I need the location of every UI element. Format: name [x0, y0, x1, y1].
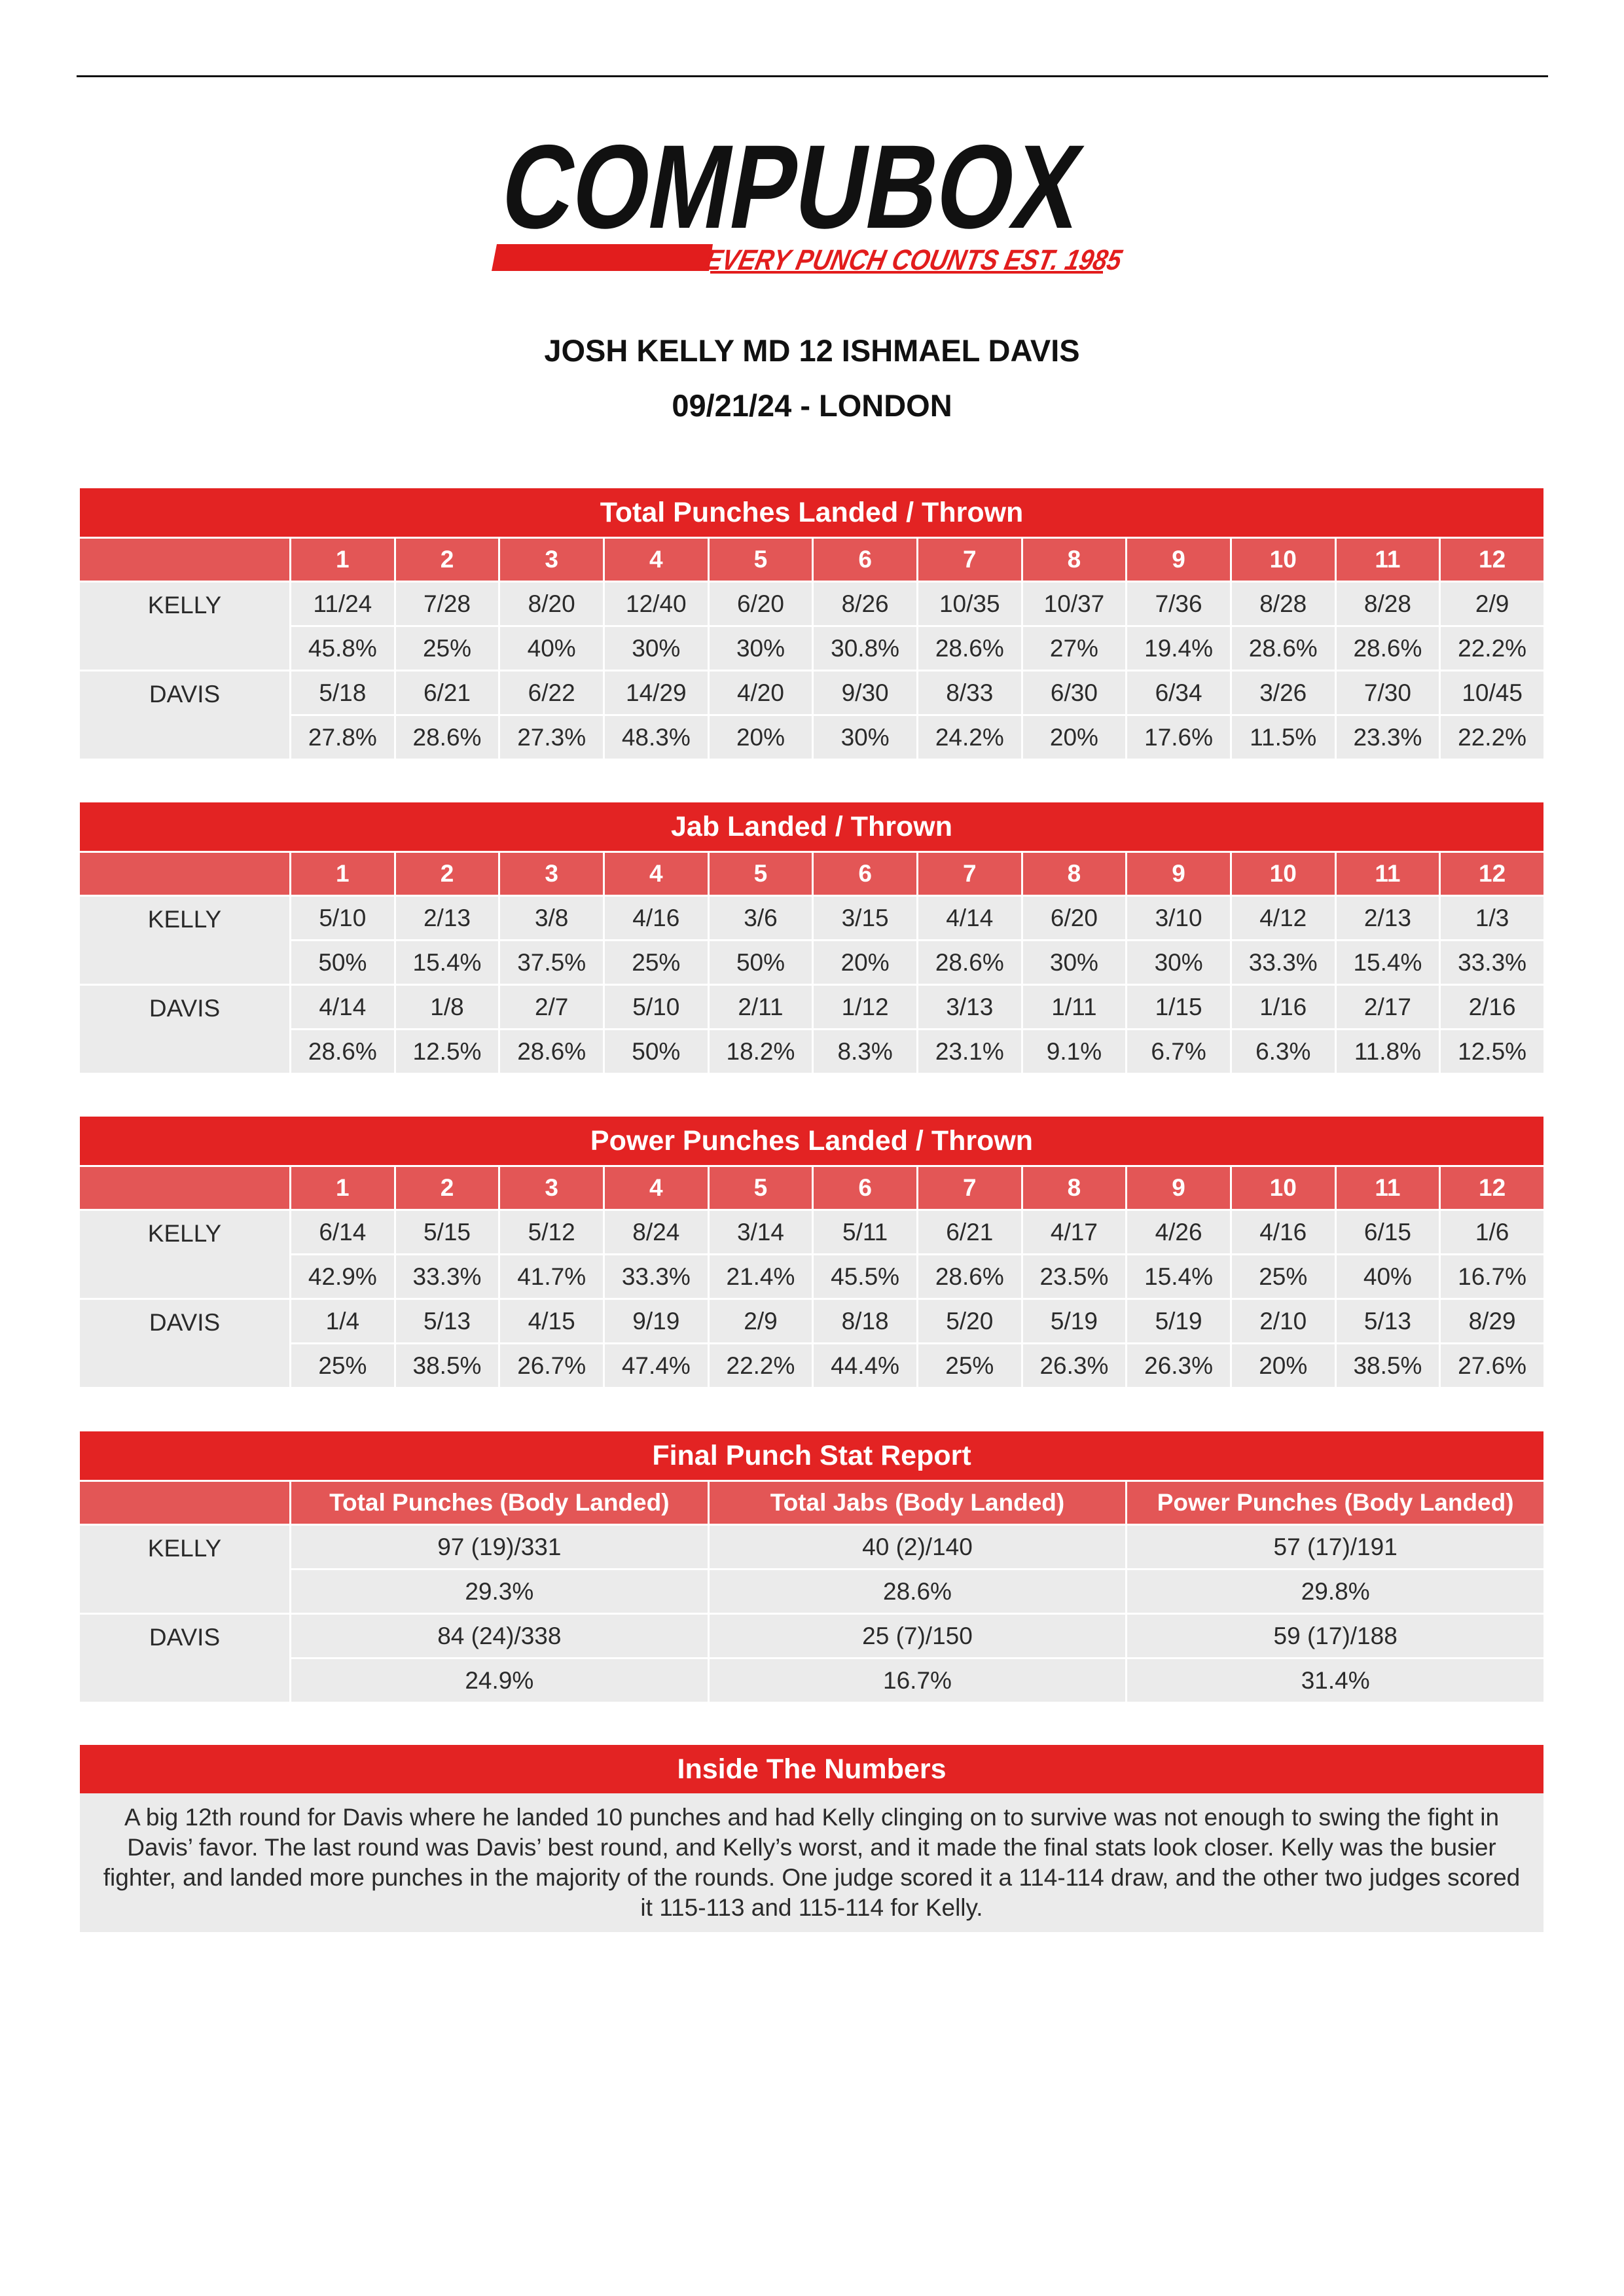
- inside-title: Inside The Numbers: [80, 1745, 1543, 1793]
- landed-thrown-cell: 10/45: [1439, 670, 1543, 714]
- percentage-cell: 50%: [708, 939, 812, 984]
- percentage-cell: 20%: [1021, 714, 1126, 759]
- fighter-name: DAVIS: [80, 1298, 289, 1387]
- round-number: 11: [1335, 1165, 1439, 1209]
- landed-thrown-cell: 2/9: [1439, 581, 1543, 625]
- round-number: 1: [289, 537, 394, 581]
- round-number: 9: [1125, 851, 1230, 895]
- landed-thrown-cell: 11/24: [289, 581, 394, 625]
- landed-thrown-cell: 7/30: [1335, 670, 1439, 714]
- landed-thrown-cell: 8/18: [812, 1298, 916, 1342]
- landed-thrown-cell: 6/22: [498, 670, 603, 714]
- percentage-cell: 30%: [708, 625, 812, 670]
- fight-date-location: 09/21/24 - LONDON: [672, 388, 952, 423]
- percentage-cell: 17.6%: [1125, 714, 1230, 759]
- percentage-cell: 47.4%: [603, 1342, 708, 1387]
- percentage-cell: 42.9%: [289, 1253, 394, 1298]
- inside-text: [80, 1793, 1543, 1932]
- landed-thrown-cell: 8/20: [498, 581, 603, 625]
- percentage-cell: 20%: [1230, 1342, 1335, 1387]
- landed-thrown-cell: 8/33: [916, 670, 1021, 714]
- landed-thrown-cell: 2/10: [1230, 1298, 1335, 1342]
- round-number: 2: [394, 537, 499, 581]
- section-title: Final Punch Stat Report: [80, 1431, 1543, 1480]
- logo-red-bar: [492, 244, 713, 271]
- jab-section: [80, 802, 1543, 1073]
- percentage-cell: 33.3%: [1439, 939, 1543, 984]
- landed-thrown-cell: 3/15: [812, 895, 916, 939]
- round-number: 7: [916, 537, 1021, 581]
- landed-thrown-cell: 8/28: [1335, 581, 1439, 625]
- landed-thrown-cell: 8/29: [1439, 1298, 1543, 1342]
- landed-thrown-cell: 1/15: [1125, 984, 1230, 1028]
- percentage-cell: 30%: [1125, 939, 1230, 984]
- logo-tagline-underline: [710, 271, 1103, 274]
- landed-thrown-cell: 5/18: [289, 670, 394, 714]
- fighter-pct-row: [80, 1342, 1543, 1387]
- landed-thrown-cell: 10/37: [1021, 581, 1126, 625]
- fighter-name: KELLY: [80, 1209, 289, 1298]
- landed-thrown-cell: 8/28: [1230, 581, 1335, 625]
- landed-thrown-cell: 8/24: [603, 1209, 708, 1253]
- percentage-cell: 28.6%: [289, 1028, 394, 1073]
- landed-thrown-cell: 7/28: [394, 581, 499, 625]
- stat-table: [80, 537, 1543, 759]
- round-number: 3: [498, 537, 603, 581]
- percentage-cell: 16.7%: [1439, 1253, 1543, 1298]
- percentage-cell: 25%: [394, 625, 499, 670]
- landed-thrown-cell: 6/30: [1021, 670, 1126, 714]
- landed-thrown-cell: 1/16: [1230, 984, 1335, 1028]
- fighter-pct-row: [80, 1253, 1543, 1298]
- landed-thrown-cell: 4/17: [1021, 1209, 1126, 1253]
- percentage-cell: 27%: [1021, 625, 1126, 670]
- round-number: 10: [1230, 851, 1335, 895]
- round-number: 12: [1439, 537, 1543, 581]
- percentage-cell: 30%: [1021, 939, 1126, 984]
- fighter-pct-row: [80, 1028, 1543, 1073]
- landed-thrown-cell: 4/16: [603, 895, 708, 939]
- landed-thrown-cell: 3/26: [1230, 670, 1335, 714]
- landed-thrown-cell: 5/13: [1335, 1298, 1439, 1342]
- fighter-pct-row: [80, 625, 1543, 670]
- round-number: 9: [1125, 537, 1230, 581]
- percentage-cell: 26.7%: [498, 1342, 603, 1387]
- final-column-header: Total Jabs (Body Landed): [708, 1480, 1126, 1524]
- percentage-cell: 6.7%: [1125, 1028, 1230, 1073]
- percentage-cell: 33.3%: [1230, 939, 1335, 984]
- fight-title: JOSH KELLY MD 12 ISHMAEL DAVIS: [544, 333, 1080, 368]
- round-number: 8: [1021, 1165, 1126, 1209]
- landed-thrown-cell: 1/8: [394, 984, 499, 1028]
- percentage-cell: 20%: [812, 939, 916, 984]
- inside-line: fighter, and landed more punches in the majority of the rounds. One judge scored it a 114-114 draw, and the other two judges scored: [103, 1864, 1521, 1891]
- percentage-cell: 22.2%: [1439, 625, 1543, 670]
- percentage-cell: 6.3%: [1230, 1028, 1335, 1073]
- round-number: 5: [708, 851, 812, 895]
- final-pct-cell: 29.3%: [289, 1568, 708, 1613]
- percentage-cell: 45.8%: [289, 625, 394, 670]
- percentage-cell: 33.3%: [394, 1253, 499, 1298]
- percentage-cell: 50%: [289, 939, 394, 984]
- landed-thrown-cell: 5/12: [498, 1209, 603, 1253]
- landed-thrown-cell: 3/8: [498, 895, 603, 939]
- landed-thrown-cell: 9/30: [812, 670, 916, 714]
- landed-thrown-cell: 14/29: [603, 670, 708, 714]
- landed-thrown-cell: 9/19: [603, 1298, 708, 1342]
- landed-thrown-cell: 6/20: [708, 581, 812, 625]
- percentage-cell: 25%: [289, 1342, 394, 1387]
- landed-thrown-cell: 5/10: [289, 895, 394, 939]
- power-punches-section: [80, 1117, 1543, 1387]
- round-number: 11: [1335, 537, 1439, 581]
- round-number: 10: [1230, 1165, 1335, 1209]
- inside-line: A big 12th round for Davis where he landed 10 punches and had Kelly clinging on to survive was not enough to swing the fight in: [124, 1804, 1500, 1831]
- fighter-landed-row: [80, 670, 1543, 714]
- landed-thrown-cell: 8/26: [812, 581, 916, 625]
- landed-thrown-cell: 2/7: [498, 984, 603, 1028]
- percentage-cell: 30%: [603, 625, 708, 670]
- percentage-cell: 9.1%: [1021, 1028, 1126, 1073]
- percentage-cell: 38.5%: [1335, 1342, 1439, 1387]
- percentage-cell: 23.1%: [916, 1028, 1021, 1073]
- stat-table: [80, 1165, 1543, 1387]
- percentage-cell: 28.6%: [916, 625, 1021, 670]
- round-number: 6: [812, 1165, 916, 1209]
- fighter-landed-row: [80, 1209, 1543, 1253]
- percentage-cell: 8.3%: [812, 1028, 916, 1073]
- landed-thrown-cell: 5/20: [916, 1298, 1021, 1342]
- round-number: 8: [1021, 851, 1126, 895]
- final-header-row: [80, 1480, 1543, 1524]
- round-header-row: [80, 851, 1543, 895]
- round-number: 5: [708, 537, 812, 581]
- percentage-cell: 23.5%: [1021, 1253, 1126, 1298]
- landed-thrown-cell: 2/13: [1335, 895, 1439, 939]
- final-pct-cell: 31.4%: [1125, 1657, 1543, 1702]
- percentage-cell: 45.5%: [812, 1253, 916, 1298]
- round-number: 11: [1335, 851, 1439, 895]
- percentage-cell: 22.2%: [1439, 714, 1543, 759]
- final-column-header: Total Punches (Body Landed): [289, 1480, 708, 1524]
- final-pct-cell: 24.9%: [289, 1657, 708, 1702]
- percentage-cell: 25%: [1230, 1253, 1335, 1298]
- fighter-landed-row: [80, 895, 1543, 939]
- percentage-cell: 26.3%: [1021, 1342, 1126, 1387]
- final-pct-cell: 16.7%: [708, 1657, 1126, 1702]
- landed-thrown-cell: 2/9: [708, 1298, 812, 1342]
- landed-thrown-cell: 1/3: [1439, 895, 1543, 939]
- final-pct-cell: 28.6%: [708, 1568, 1126, 1613]
- landed-thrown-cell: 4/12: [1230, 895, 1335, 939]
- landed-thrown-cell: 10/35: [916, 581, 1021, 625]
- landed-thrown-cell: 5/19: [1125, 1298, 1230, 1342]
- round-number: 2: [394, 851, 499, 895]
- final-value-cell: 57 (17)/191: [1125, 1524, 1543, 1568]
- percentage-cell: 28.6%: [916, 1253, 1021, 1298]
- round-number: 12: [1439, 851, 1543, 895]
- fighter-name: DAVIS: [80, 1613, 289, 1702]
- final-pct-row: [80, 1657, 1543, 1702]
- fighter-name: KELLY: [80, 895, 289, 984]
- header-blank-cell: [80, 1165, 289, 1209]
- final-values-row: [80, 1524, 1543, 1568]
- fighter-name: DAVIS: [80, 984, 289, 1073]
- round-number: 6: [812, 537, 916, 581]
- percentage-cell: 50%: [603, 1028, 708, 1073]
- fighter-pct-row: [80, 939, 1543, 984]
- round-number: 4: [603, 1165, 708, 1209]
- landed-thrown-cell: 2/11: [708, 984, 812, 1028]
- inside-the-numbers-section: [80, 1745, 1543, 1932]
- landed-thrown-cell: 6/14: [289, 1209, 394, 1253]
- fighter-name: KELLY: [80, 1524, 289, 1613]
- landed-thrown-cell: 6/21: [916, 1209, 1021, 1253]
- section-title: Total Punches Landed / Thrown: [80, 488, 1543, 537]
- landed-thrown-cell: 4/16: [1230, 1209, 1335, 1253]
- logo-tagline: EVERY PUNCH COUNTS EST. 1985: [702, 244, 1188, 276]
- inside-line: Davis’ favor. The last round was Davis’ best round, and Kelly’s worst, and it made the final stats look closer. Kelly was the busier: [127, 1834, 1496, 1861]
- logo-brand: COMPUBOX: [492, 120, 1218, 253]
- percentage-cell: 23.3%: [1335, 714, 1439, 759]
- percentage-cell: 30%: [812, 714, 916, 759]
- percentage-cell: 11.8%: [1335, 1028, 1439, 1073]
- percentage-cell: 28.6%: [498, 1028, 603, 1073]
- landed-thrown-cell: 1/12: [812, 984, 916, 1028]
- round-number: 7: [916, 1165, 1021, 1209]
- round-header-row: [80, 537, 1543, 581]
- percentage-cell: 38.5%: [394, 1342, 499, 1387]
- percentage-cell: 15.4%: [1125, 1253, 1230, 1298]
- percentage-cell: 28.6%: [916, 939, 1021, 984]
- final-column-header: Power Punches (Body Landed): [1125, 1480, 1543, 1524]
- percentage-cell: 21.4%: [708, 1253, 812, 1298]
- total-punches-section: [80, 488, 1543, 759]
- round-number: 1: [289, 1165, 394, 1209]
- final-pct-cell: 29.8%: [1125, 1568, 1543, 1613]
- percentage-cell: 11.5%: [1230, 714, 1335, 759]
- landed-thrown-cell: 1/6: [1439, 1209, 1543, 1253]
- landed-thrown-cell: 4/26: [1125, 1209, 1230, 1253]
- landed-thrown-cell: 5/13: [394, 1298, 499, 1342]
- header-blank-cell: [80, 851, 289, 895]
- compubox-logo: [488, 120, 1218, 276]
- round-number: 5: [708, 1165, 812, 1209]
- section-title: Jab Landed / Thrown: [80, 802, 1543, 851]
- stat-table: [80, 851, 1543, 1073]
- fighter-name: KELLY: [80, 581, 289, 670]
- landed-thrown-cell: 7/36: [1125, 581, 1230, 625]
- percentage-cell: 40%: [1335, 1253, 1439, 1298]
- percentage-cell: 28.6%: [394, 714, 499, 759]
- section-title: Power Punches Landed / Thrown: [80, 1117, 1543, 1165]
- percentage-cell: 28.6%: [1230, 625, 1335, 670]
- round-number: 8: [1021, 537, 1126, 581]
- percentage-cell: 30.8%: [812, 625, 916, 670]
- round-number: 4: [603, 851, 708, 895]
- percentage-cell: 20%: [708, 714, 812, 759]
- percentage-cell: 24.2%: [916, 714, 1021, 759]
- landed-thrown-cell: 1/11: [1021, 984, 1126, 1028]
- landed-thrown-cell: 4/15: [498, 1298, 603, 1342]
- percentage-cell: 44.4%: [812, 1342, 916, 1387]
- round-header-row: [80, 1165, 1543, 1209]
- percentage-cell: 40%: [498, 625, 603, 670]
- round-number: 2: [394, 1165, 499, 1209]
- percentage-cell: 27.3%: [498, 714, 603, 759]
- percentage-cell: 15.4%: [1335, 939, 1439, 984]
- landed-thrown-cell: 6/34: [1125, 670, 1230, 714]
- percentage-cell: 12.5%: [1439, 1028, 1543, 1073]
- final-pct-row: [80, 1568, 1543, 1613]
- fighter-landed-row: [80, 1298, 1543, 1342]
- fighter-name: DAVIS: [80, 670, 289, 759]
- top-rule: [77, 75, 1548, 77]
- landed-thrown-cell: 2/16: [1439, 984, 1543, 1028]
- round-number: 12: [1439, 1165, 1543, 1209]
- landed-thrown-cell: 4/14: [289, 984, 394, 1028]
- final-punch-stat-section: [80, 1431, 1543, 1702]
- landed-thrown-cell: 4/20: [708, 670, 812, 714]
- percentage-cell: 33.3%: [603, 1253, 708, 1298]
- percentage-cell: 22.2%: [708, 1342, 812, 1387]
- fighter-landed-row: [80, 984, 1543, 1028]
- percentage-cell: 48.3%: [603, 714, 708, 759]
- final-value-cell: 97 (19)/331: [289, 1524, 708, 1568]
- final-value-cell: 40 (2)/140: [708, 1524, 1126, 1568]
- round-number: 3: [498, 851, 603, 895]
- landed-thrown-cell: 1/4: [289, 1298, 394, 1342]
- final-value-cell: 59 (17)/188: [1125, 1613, 1543, 1657]
- inside-line: it 115-113 and 115-114 for Kelly.: [640, 1894, 983, 1921]
- landed-thrown-cell: 3/13: [916, 984, 1021, 1028]
- landed-thrown-cell: 3/10: [1125, 895, 1230, 939]
- landed-thrown-cell: 3/14: [708, 1209, 812, 1253]
- percentage-cell: 41.7%: [498, 1253, 603, 1298]
- percentage-cell: 26.3%: [1125, 1342, 1230, 1387]
- landed-thrown-cell: 6/15: [1335, 1209, 1439, 1253]
- fighter-landed-row: [80, 581, 1543, 625]
- percentage-cell: 27.8%: [289, 714, 394, 759]
- landed-thrown-cell: 5/19: [1021, 1298, 1126, 1342]
- final-value-cell: 84 (24)/338: [289, 1613, 708, 1657]
- landed-thrown-cell: 5/15: [394, 1209, 499, 1253]
- round-number: 9: [1125, 1165, 1230, 1209]
- landed-thrown-cell: 12/40: [603, 581, 708, 625]
- percentage-cell: 18.2%: [708, 1028, 812, 1073]
- percentage-cell: 37.5%: [498, 939, 603, 984]
- final-value-cell: 25 (7)/150: [708, 1613, 1126, 1657]
- landed-thrown-cell: 6/21: [394, 670, 499, 714]
- percentage-cell: 12.5%: [394, 1028, 499, 1073]
- round-number: 1: [289, 851, 394, 895]
- landed-thrown-cell: 2/13: [394, 895, 499, 939]
- landed-thrown-cell: 4/14: [916, 895, 1021, 939]
- final-values-row: [80, 1613, 1543, 1657]
- percentage-cell: 28.6%: [1335, 625, 1439, 670]
- percentage-cell: 25%: [916, 1342, 1021, 1387]
- landed-thrown-cell: 5/10: [603, 984, 708, 1028]
- landed-thrown-cell: 2/17: [1335, 984, 1439, 1028]
- percentage-cell: 15.4%: [394, 939, 499, 984]
- round-number: 6: [812, 851, 916, 895]
- percentage-cell: 27.6%: [1439, 1342, 1543, 1387]
- round-number: 4: [603, 537, 708, 581]
- round-number: 7: [916, 851, 1021, 895]
- fighter-pct-row: [80, 714, 1543, 759]
- landed-thrown-cell: 6/20: [1021, 895, 1126, 939]
- final-stat-table: [80, 1480, 1543, 1702]
- landed-thrown-cell: 3/6: [708, 895, 812, 939]
- landed-thrown-cell: 5/11: [812, 1209, 916, 1253]
- percentage-cell: 19.4%: [1125, 625, 1230, 670]
- round-number: 3: [498, 1165, 603, 1209]
- header-blank-cell: [80, 1480, 289, 1524]
- percentage-cell: 25%: [603, 939, 708, 984]
- header-blank-cell: [80, 537, 289, 581]
- round-number: 10: [1230, 537, 1335, 581]
